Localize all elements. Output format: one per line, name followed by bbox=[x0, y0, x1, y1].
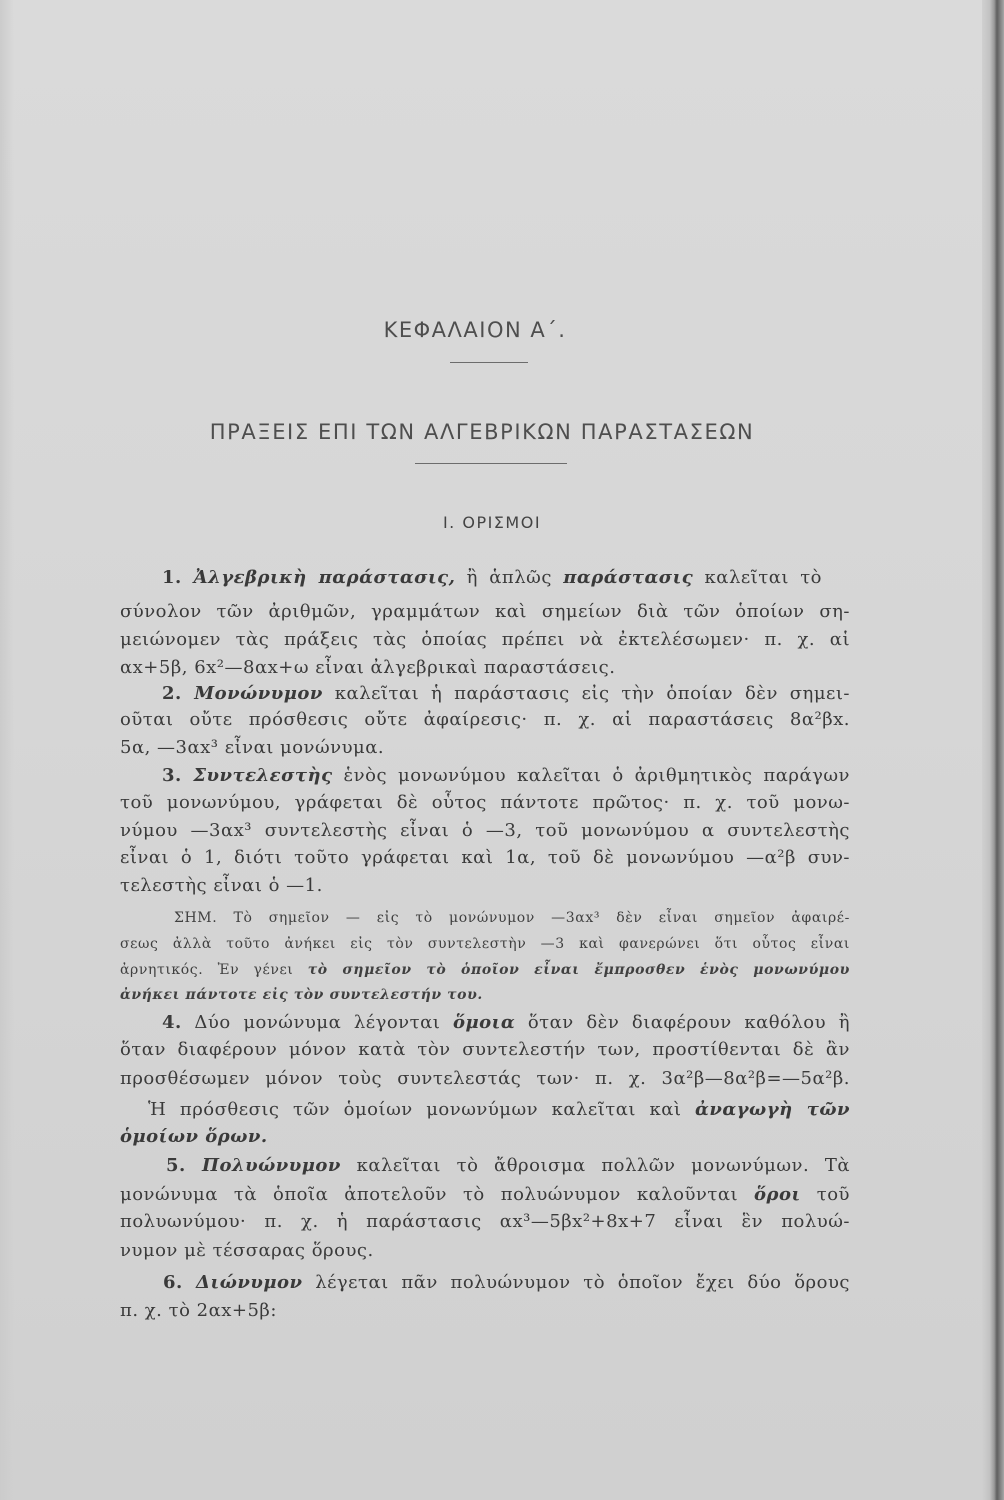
text-run: προσθέσωμεν μόνον τοὺς συντελεστάς των· π. χ. 3α²β—8α²β=—5α²β. bbox=[120, 1068, 850, 1089]
defined-term: Ἀλγεβρικὴ παράστασις, bbox=[181, 567, 456, 588]
text-run: νύμου —3αx³ συντελεστὴς εἶναι ὁ —3, τοῦ μονωνύμου α συντελεστὴς bbox=[120, 820, 850, 841]
note-line bbox=[120, 958, 850, 982]
paragraph-number: 6. bbox=[163, 1272, 183, 1293]
body-line bbox=[163, 1269, 850, 1297]
defined-term: Πολυώνυμον bbox=[185, 1155, 341, 1176]
text-run: ἢ ἁπλῶς bbox=[455, 567, 564, 588]
body-line bbox=[120, 872, 850, 900]
body-line bbox=[120, 789, 850, 817]
body-line bbox=[120, 1237, 850, 1265]
defined-term: παράστασις bbox=[563, 567, 694, 588]
text-run: ἑνὸς μονωνύμου καλεῖται ὁ ἀριθμητικὸς παράγων bbox=[332, 765, 850, 786]
body-line bbox=[120, 817, 850, 845]
body-line bbox=[120, 734, 850, 762]
body-line bbox=[120, 706, 850, 734]
text-run: μειώνομεν τὰς πράξεις τὰς ὁποίας πρέπει νὰ ἐκτελέσωμεν· π. χ. αἱ bbox=[120, 629, 850, 650]
body-line bbox=[120, 844, 850, 872]
body-line bbox=[120, 1065, 850, 1093]
page-right-edge bbox=[982, 0, 1004, 1500]
emphasized-text: τὸ σημεῖον τὸ ὁποῖον εἶναι ἔμπροσθεν ἑνὸς μονωνύμου bbox=[307, 962, 850, 978]
text-run: ΣΗΜ. Τὸ σημεῖον — εἰς τὸ μονώνυμον —3αx³ δὲν εἶναι σημεῖον ἀφαιρέ- bbox=[174, 910, 850, 926]
defined-term: Διώνυμον bbox=[182, 1272, 303, 1293]
chapter-title: ΚΕΦΑΛΑΙΟΝ Α΄. bbox=[383, 318, 567, 342]
note-line bbox=[120, 932, 850, 956]
text-run: οῦται οὔτε πρόσθεσις οὔτε ἀφαίρεσις· π. χ. αἱ παραστάσεις 8α²βx. bbox=[120, 709, 850, 730]
paragraph-number: 4. bbox=[162, 1012, 182, 1033]
defined-term: ὅμοια bbox=[452, 1012, 516, 1033]
body-line bbox=[120, 1036, 850, 1064]
body-line bbox=[148, 1096, 850, 1124]
text-run: π. χ. τὸ 2αx+5β: bbox=[120, 1300, 277, 1321]
text-run: λέγεται πᾶν πολυώνυμον τὸ ὁποῖον ἔχει δύο ὅρους bbox=[302, 1272, 850, 1293]
text-run: ὅταν διαφέρουν μόνον κατὰ τὸν συντελεστήν των, προστίθενται δὲ ἂν bbox=[120, 1039, 850, 1060]
text-run: σεως ἀλλὰ τοῦτο ἀνήκει εἰς τὸν συντελεστὴν —3 καὶ φανερώνει ὅτι οὗτος εἶναι bbox=[120, 936, 850, 952]
body-line bbox=[166, 1152, 850, 1180]
text-run: νυμον μὲ τέσσαρας ὅρους. bbox=[120, 1240, 374, 1261]
paragraph-number: 2. bbox=[162, 683, 182, 704]
body-line bbox=[162, 762, 850, 790]
paragraph-number: 1. bbox=[162, 567, 182, 588]
section-title: Ι. ΟΡΙΣΜΟΙ bbox=[442, 513, 542, 532]
page-left-shade bbox=[0, 0, 14, 1500]
subtitle-rule bbox=[415, 463, 567, 464]
body-line bbox=[120, 654, 850, 682]
paragraph-number: 3. bbox=[162, 765, 182, 786]
paragraph-number: 5. bbox=[166, 1155, 186, 1176]
text-run: τελεστὴς εἶναι ὁ —1. bbox=[120, 875, 323, 896]
body-line bbox=[120, 598, 850, 626]
text-run: σύνολον τῶν ἀριθμῶν, γραμμάτων καὶ σημείων διὰ τῶν ὁποίων ση- bbox=[120, 601, 850, 622]
text-run: ἀρνητικός. Ἐν γένει bbox=[120, 962, 308, 978]
body-line bbox=[162, 1009, 850, 1037]
text-run: καλεῖται ἡ παράστασις εἰς τὴν ὁποίαν δὲν σημει- bbox=[322, 683, 850, 704]
defined-term: ὁμοίων ὅρων. bbox=[120, 1126, 268, 1147]
defined-term: ἀναγωγὴ τῶν bbox=[694, 1099, 850, 1120]
body-line bbox=[120, 1123, 850, 1151]
body-line bbox=[120, 1181, 850, 1209]
text-run: πολυωνύμου· π. χ. ἡ παράστασις αx³—5βx²+8x+7 εἶναι ἓν πολυώ- bbox=[120, 1211, 850, 1232]
emphasized-text: ἀνήκει πάντοτε εἰς τὸν συντελεστήν του. bbox=[120, 987, 483, 1003]
note-line bbox=[120, 983, 850, 1007]
text-run: καλεῖται τὸ ἄθροισμα πολλῶν μονωνύμων. Τὰ bbox=[340, 1155, 850, 1176]
text-run: ὅταν δὲν διαφέρουν καθόλου ἢ bbox=[515, 1012, 850, 1033]
text-run: τοῦ μονωνύμου, γράφεται δὲ οὗτος πάντοτε πρῶτος· π. χ. τοῦ μονω- bbox=[120, 792, 850, 813]
text-run: Δύο μονώνυμα λέγονται bbox=[181, 1012, 453, 1033]
body-line bbox=[120, 626, 850, 654]
text-run: καλεῖται τὸ bbox=[693, 567, 822, 588]
note-line bbox=[174, 906, 850, 930]
text-run: τοῦ bbox=[800, 1184, 850, 1205]
body-line bbox=[162, 680, 850, 708]
text-run: Ἡ πρόσθεσις τῶν ὁμοίων μονωνύμων καλεῖται καὶ bbox=[148, 1099, 695, 1120]
defined-term: Συντελεστὴς bbox=[181, 765, 333, 786]
title-rule bbox=[450, 362, 528, 363]
text-run: αx+5β, 6x²—8αx+ω εἶναι ἀλγεβρικαὶ παραστάσεις. bbox=[120, 657, 616, 678]
text-run: μονώνυμα τὰ ὁποῖα ἀποτελοῦν τὸ πολυώνυμον καλοῦνται bbox=[120, 1184, 755, 1205]
body-line bbox=[162, 564, 822, 592]
chapter-subtitle: ΠΡΑΞΕΙΣ ΕΠΙ ΤΩΝ ΑΛΓΕΒΡΙΚΩΝ ΠΑΡΑΣΤΑΣΕΩΝ bbox=[209, 420, 755, 444]
text-run: 5α, —3αx³ εἶναι μονώνυμα. bbox=[120, 737, 385, 758]
defined-term: ὅροι bbox=[754, 1184, 801, 1205]
body-line bbox=[120, 1297, 850, 1325]
text-run: εἶναι ὁ 1, διότι τοῦτο γράφεται καὶ 1α, τοῦ δὲ μονωνύμου —α²β συν- bbox=[120, 847, 850, 868]
defined-term: Μονώνυμον bbox=[181, 683, 323, 704]
body-line bbox=[120, 1208, 850, 1236]
